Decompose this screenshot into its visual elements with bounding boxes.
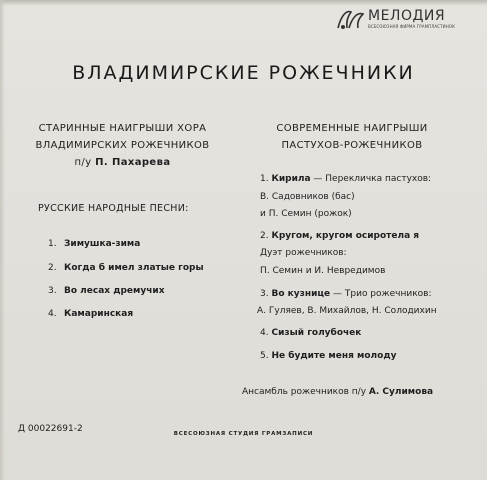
track-desc: — Перекличка пастухов: <box>310 174 432 184</box>
logo-wordmark: МЕЛОДИЯ <box>368 8 446 24</box>
left-heading-line2: ВЛАДИМИРСКИХ РОЖЕЧНИКОВ <box>35 140 210 151</box>
catalog-number: Д 00022691-2 <box>18 424 83 434</box>
ensemble-credit <box>242 387 433 397</box>
track-title: Сизый голубочек <box>271 328 362 338</box>
ensemble-prefix: Ансамбль рожечников п/у <box>242 387 367 397</box>
song-item <box>48 239 140 249</box>
left-heading <box>20 120 225 171</box>
track-title: Кругом, кругом осиротела я <box>271 231 420 241</box>
song-title: Зимушка-зима <box>64 239 141 249</box>
ensemble-leader: А. Сулимова <box>368 387 434 397</box>
song-title: Камаринская <box>64 309 134 319</box>
track-2-desc: Дуэт рожечников: <box>260 248 347 258</box>
track-title: Не будите меня молоду <box>271 351 397 361</box>
right-heading-line1: СОВРЕМЕННЫЕ НАИГРЫШИ <box>276 123 428 134</box>
logo-subtitle: ВСЕСОЮЗНАЯ ФИРМА ГРАМПЛАСТИНОК <box>368 24 456 29</box>
track-number: 3. <box>260 289 269 299</box>
song-number: 1. <box>48 239 57 249</box>
track-number: 2. <box>260 231 269 241</box>
track-1-performer: и П. Семин (рожок) <box>260 209 352 219</box>
melodiya-logo <box>335 6 455 32</box>
song-number: 3. <box>48 286 57 296</box>
track-number: 4. <box>260 328 269 338</box>
left-heading-line1: СТАРИННЫЕ НАИГРЫШИ ХОРА <box>38 123 207 134</box>
track-2-performer: П. Семин и И. Невредимов <box>260 266 386 276</box>
track-number: 1. <box>260 174 269 184</box>
song-number: 4. <box>48 309 57 319</box>
track-3-performer: А. Гуляев, В. Михайлов, Н. Солодихин <box>257 306 437 316</box>
song-item <box>48 263 204 273</box>
track-1-performer: В. Садовников (бас) <box>260 192 355 202</box>
song-item <box>48 286 165 296</box>
track-3 <box>260 289 432 299</box>
song-number: 2. <box>48 263 57 273</box>
song-item <box>48 309 133 319</box>
conductor-prefix: п/у <box>74 157 92 168</box>
track-4 <box>260 328 361 338</box>
track-5 <box>260 351 396 361</box>
left-conductor <box>20 154 225 171</box>
song-title: Когда б имел златые горы <box>64 263 204 273</box>
track-2 <box>260 231 419 241</box>
track-number: 5. <box>260 351 269 361</box>
album-title: ВЛАДИМИРСКИЕ РОЖЕЧНИКИ <box>72 62 415 84</box>
track-title: Во кузнице <box>271 289 331 299</box>
track-1 <box>260 174 431 184</box>
track-title: Кирила <box>271 174 311 184</box>
conductor-name: П. Пахарева <box>95 157 171 168</box>
melodiya-emblem-icon <box>335 6 367 32</box>
studio-credit: ВСЕСОЮЗНАЯ СТУДИЯ ГРАМЗАПИСИ <box>173 431 314 437</box>
folk-songs-heading: РУССКИЕ НАРОДНЫЕ ПЕСНИ: <box>38 203 189 214</box>
song-title: Во лесах дремучих <box>64 286 165 296</box>
right-heading <box>252 120 452 154</box>
right-heading-line2: ПАСТУХОВ-РОЖЕЧНИКОВ <box>281 140 423 151</box>
track-desc: — Трио рожечников: <box>330 289 432 299</box>
